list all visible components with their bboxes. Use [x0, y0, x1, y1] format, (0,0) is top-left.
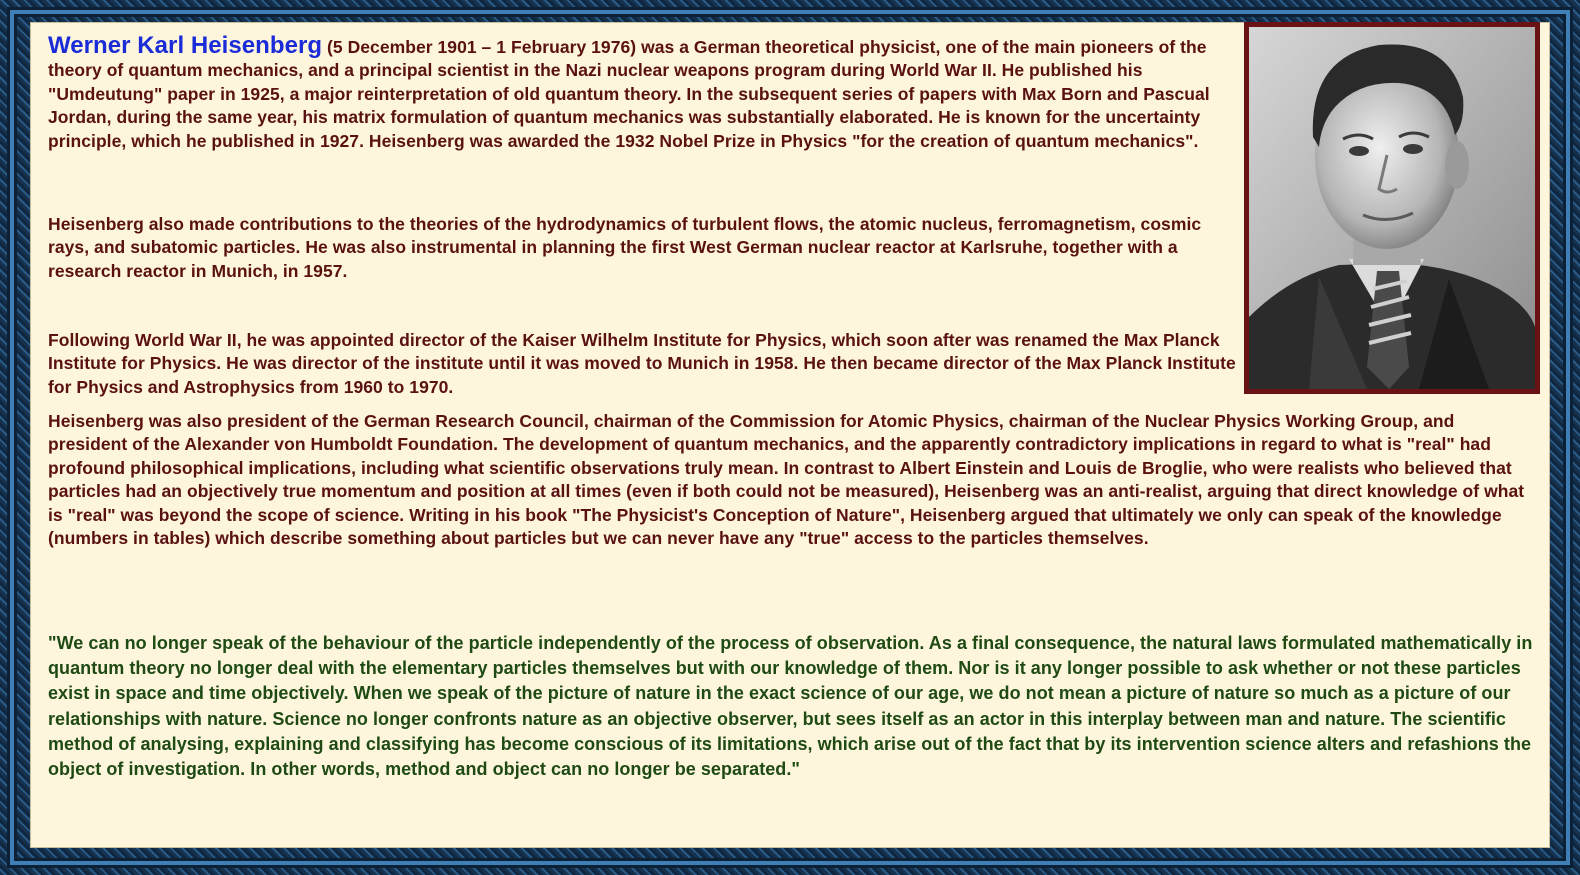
contributions-paragraph: Heisenberg also made contributions to the theories of the hydrodynamics of turbulent flows, the atomic nucleus, ferromagnetism, cosmic rays, and subatomic particles. He was also instrumental in planning the first West German nuclear reactor at Karlsruhe, together with a research reactor in Munich, in 1957.: [48, 214, 1202, 281]
intro-text: (5 December 1901 – 1 February 1976) was a German theoretical physicist, one of the main pioneers of the theory of quantum mechanics, and a principal scientist in the Nazi nuclear weapons program during World War II. He published his "Umdeutung" paper in 1925, a major reinterpretation of old quantum theory. In the subsequent series of papers with Max Born and Pascual Jordan, during the same year, his matrix formulation of quantum mechanics was substantially elaborated. He is known for the uncertainty principle, which he published in 1927. Heisenberg was awarded the 1932 Nobel Prize in Physics "for the creation of quantum mechanics".: [48, 37, 1210, 151]
portrait-photo: [1244, 22, 1540, 394]
philosophy-paragraph: Heisenberg was also president of the German Research Council, chairman of the Commission for Atomic Physics, chairman of the Nuclear Physics Working Group, and president of the Alexander von Humboldt Foundation. The development of quantum mechanics, and the apparently contradictory implications in regard to what is "real" had profound philosophical implications, including what scientific observations truly mean. In contrast to Albert Einstein and Louis de Broglie, who were realists who believed that particles had an objectively true momentum and position at all times (even if both could not be measured), Heisenberg was an anti-realist, arguing that direct knowledge of what is "real" was beyond the scope of science. Writing in his book "The Physicist's Conception of Nature", Heisenberg argued that ultimately we only can speak of the knowledge (numbers in tables) which describe something about particles but we can never have any "true" access to the particles themselves.: [48, 411, 1525, 549]
person-name: Werner Karl Heisenberg: [48, 32, 323, 59]
quote-paragraph: "We can no longer speak of the behaviour of the particle independently of the process of observation. As a final consequence, the natural laws formulated mathematically in quantum theory no longer deal with the elementary particles themselves but with our knowledge of them. Nor is it any longer possible to ask whether or not these particles exist in space and time objectively. When we speak of the picture of nature in the exact science of our age, we do not mean a picture of nature so much as a picture of our relationships with nature. Science no longer confronts nature as an objective observer, but sees itself as an actor in this interplay between man and nature. The scientific method of analysing, explaining and classifying has become conscious of its limitations, which arise out of the fact that by its intervention science alters and refashions the object of investigation. In other words, method and object can no longer be separated.": [48, 633, 1533, 780]
portrait-photo-icon: [1249, 27, 1535, 389]
intro-paragraph: [48, 34, 1238, 153]
career-paragraph: Following World War II, he was appointed director of the Kaiser Wilhelm Institute for Physics, which soon after was renamed the Max Planck Institute for Physics. He was director of the institute until it was moved to Munich in 1958. He then became director of the Max Planck Institute for Physics and Astrophysics from 1960 to 1970.: [48, 330, 1236, 397]
content-panel: [30, 22, 1550, 848]
